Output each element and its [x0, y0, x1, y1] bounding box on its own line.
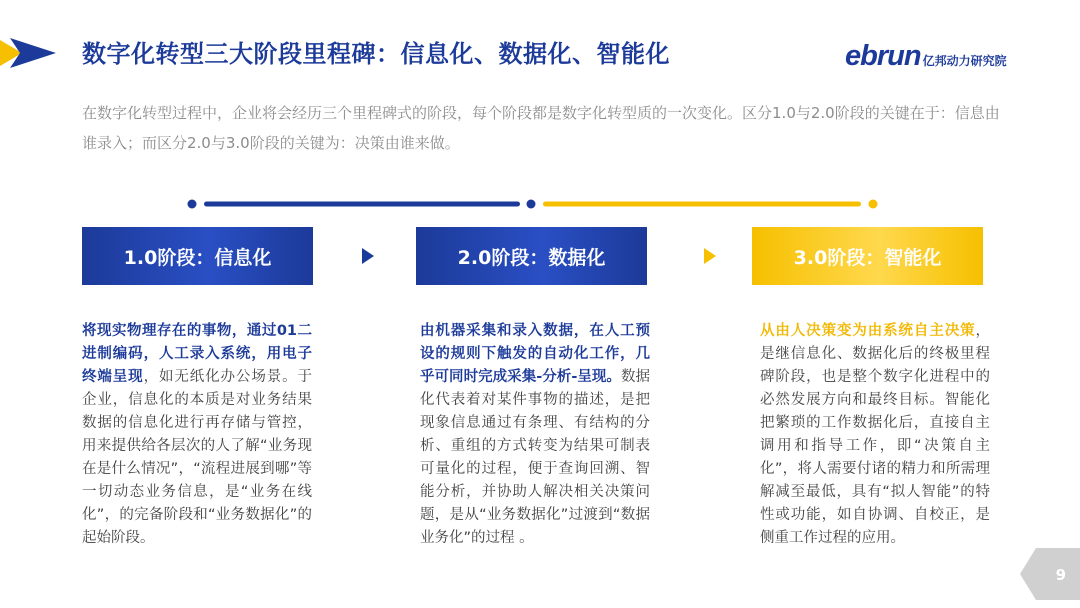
page-number-tab: [1020, 548, 1080, 600]
brand-logo: [845, 40, 1007, 73]
stage-3-body: ，是继信息化、数据化后的终极里程碑阶段，也是整个数字化进程中的必然发展方向和最终目标。智能化把繁琐的工作数据化后，直接自主调用和指导工作，即“决策自主化”，将人需要付诸的精力和所需理解减至最低，具有“拟人智能”的特性或功能，如自协调、自校正，是侧重工作过程的应用。: [760, 323, 990, 546]
arrow-right-icon: [704, 248, 716, 264]
timeline-dot: [869, 200, 878, 209]
page-number: 9: [1055, 566, 1066, 584]
corner-arrow-icon: [0, 36, 58, 70]
stage-3-header: [752, 227, 983, 285]
timeline-dot: [527, 200, 536, 209]
page-title: 数字化转型三大阶段里程碑：信息化、数据化、智能化: [82, 40, 670, 68]
intro-paragraph: 在数字化转型过程中，企业将会经历三个里程碑式的阶段，每个阶段都是数字化转型质的一次变化。区分1.0与2.0阶段的关键在于：信息由谁录入；而区分2.0与3.0阶段的关键为：决策由谁来做。: [82, 104, 1000, 152]
stage-2-label: 2.0阶段：数据化: [457, 246, 606, 269]
timeline-segment-blue: [204, 202, 520, 207]
stage-1-highlight: 将现实物理存在的事物，通过01二进制编码，人工录入系统，用电子终端呈现: [82, 323, 312, 385]
stage-3-label: 3.0阶段：智能化: [793, 246, 942, 269]
stage-1-label: 1.0阶段：信息化: [123, 246, 272, 269]
timeline-segment-yellow: [543, 202, 861, 207]
arrow-right-icon: [362, 248, 374, 264]
timeline-dot: [188, 200, 197, 209]
stage-1-description: [82, 320, 312, 550]
stage-2-header: [416, 227, 647, 285]
stage-3-description: [760, 320, 990, 550]
logo-subtitle: 亿邦动力研究院: [922, 54, 1007, 68]
logo-wordmark: ebrun: [845, 40, 921, 72]
stage-1-body: ，如无纸化办公场景。于企业，信息化的本质是对业务结果数据的信息化进行再存储与管控，用来提供给各层次的人了解“业务现在是什么情况”，“流程进展到哪”等一切动态业务信息，是“业务在线化”，的完备阶段和“业务数据化”的起始阶段。: [82, 369, 313, 546]
progress-timeline: [0, 196, 1080, 212]
stage-3-highlight: 从由人决策变为由系统自主决策: [760, 323, 976, 339]
stage-2-body: 数据化代表着对某件事物的描述，是把现象信息通过有条理、有结构的分析、重组的方式转变为结果可制表可量化的过程，便于查询回溯、智能分析，并协助人解决相关决策问题，是从“业务数据化”过渡到“数据业务化”的过程 。: [420, 369, 650, 546]
stage-2-highlight: 由机器采集和录入数据，在人工预设的规则下触发的自动化工作，几乎可同时完成采集-分析-呈现。: [420, 323, 650, 385]
stage-1-header: [82, 227, 313, 285]
stage-2-description: [420, 320, 650, 550]
